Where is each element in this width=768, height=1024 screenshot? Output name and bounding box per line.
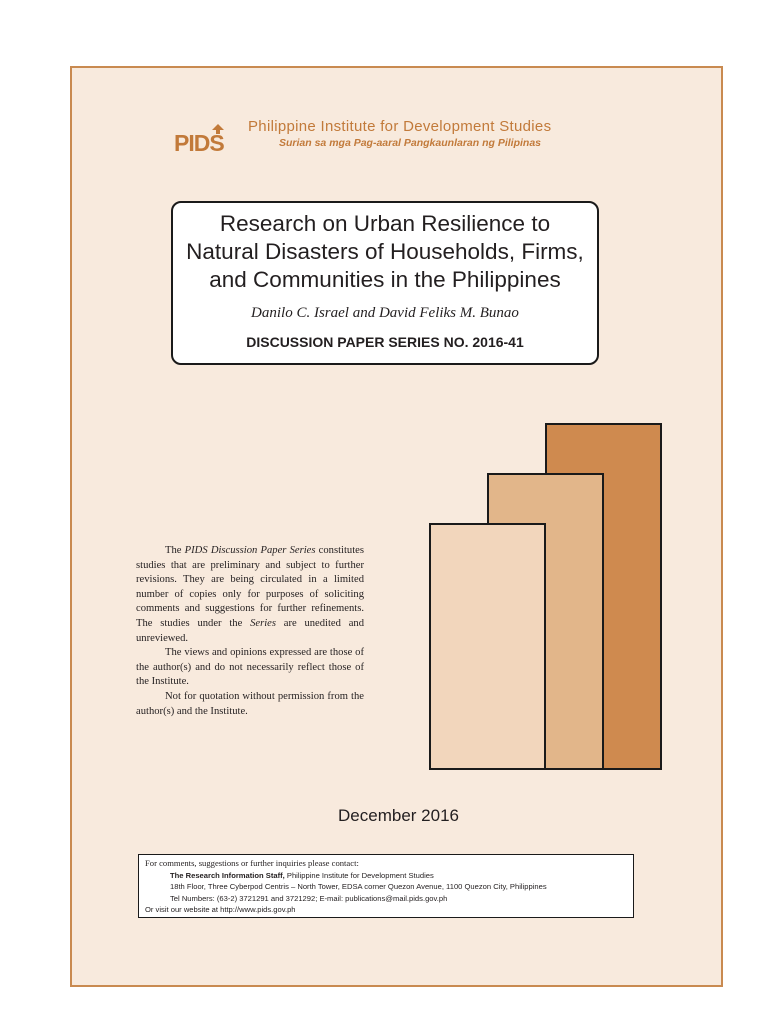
svg-text:PIDS: PIDS	[174, 130, 224, 154]
contact-box	[138, 854, 634, 918]
contact-website: Or visit our website at http://www.pids.gov.ph	[145, 905, 296, 914]
disclaimer-paragraph-1: The PIDS Discussion Paper Series constitutes studies that are preliminary and subject to further revisions. They are being circulated in a limited number of copies only for purposes of soliciting comments and suggestions for further refinements. The studies under the Series are unedited and unreviewed.	[136, 545, 365, 644]
contact-address: 18th Floor, Three Cyberpod Centris – North Tower, EDSA corner Quezon Avenue, 1100 Quezon City, Philippines	[170, 882, 547, 891]
title-line: and Communities in the Philippines	[209, 267, 561, 292]
institute-subtitle: Surian sa mga Pag-aaral Pangkaunlaran ng Pilipinas	[279, 137, 542, 149]
institute-name: Philippine Institute for Development Studies	[248, 118, 552, 135]
title-line: Natural Disasters of Households, Firms,	[186, 239, 584, 264]
series-number: DISCUSSION PAPER SERIES NO. 2016-41	[246, 334, 524, 350]
disclaimer-paragraph-2: The views and opinions expressed are those of the author(s) and do not necessarily reflect those of the Institute.	[136, 647, 364, 688]
title-box	[171, 201, 599, 365]
contact-staff: The Research Information Staff, Philippine Institute for Development Studies	[170, 870, 434, 880]
disclaimer	[136, 544, 364, 719]
cover-page	[70, 66, 723, 987]
publication-date: December 2016	[338, 806, 459, 825]
paper-authors: Danilo C. Israel and David Feliks M. Bunao	[251, 305, 519, 321]
contact-phones: Tel Numbers: (63-2) 3721291 and 3721292; E-mail: publications@mail.pids.gov.ph	[170, 893, 448, 903]
pids-logo	[172, 122, 236, 154]
disclaimer-paragraph-3: Not for quotation without permission from the author(s) and the Institute.	[136, 690, 364, 717]
decorative-bar-light	[429, 523, 546, 770]
paper-title	[173, 210, 597, 294]
title-line: Research on Urban Resilience to	[219, 211, 551, 236]
contact-intro: For comments, suggestions or further inquiries please contact:	[145, 858, 359, 868]
